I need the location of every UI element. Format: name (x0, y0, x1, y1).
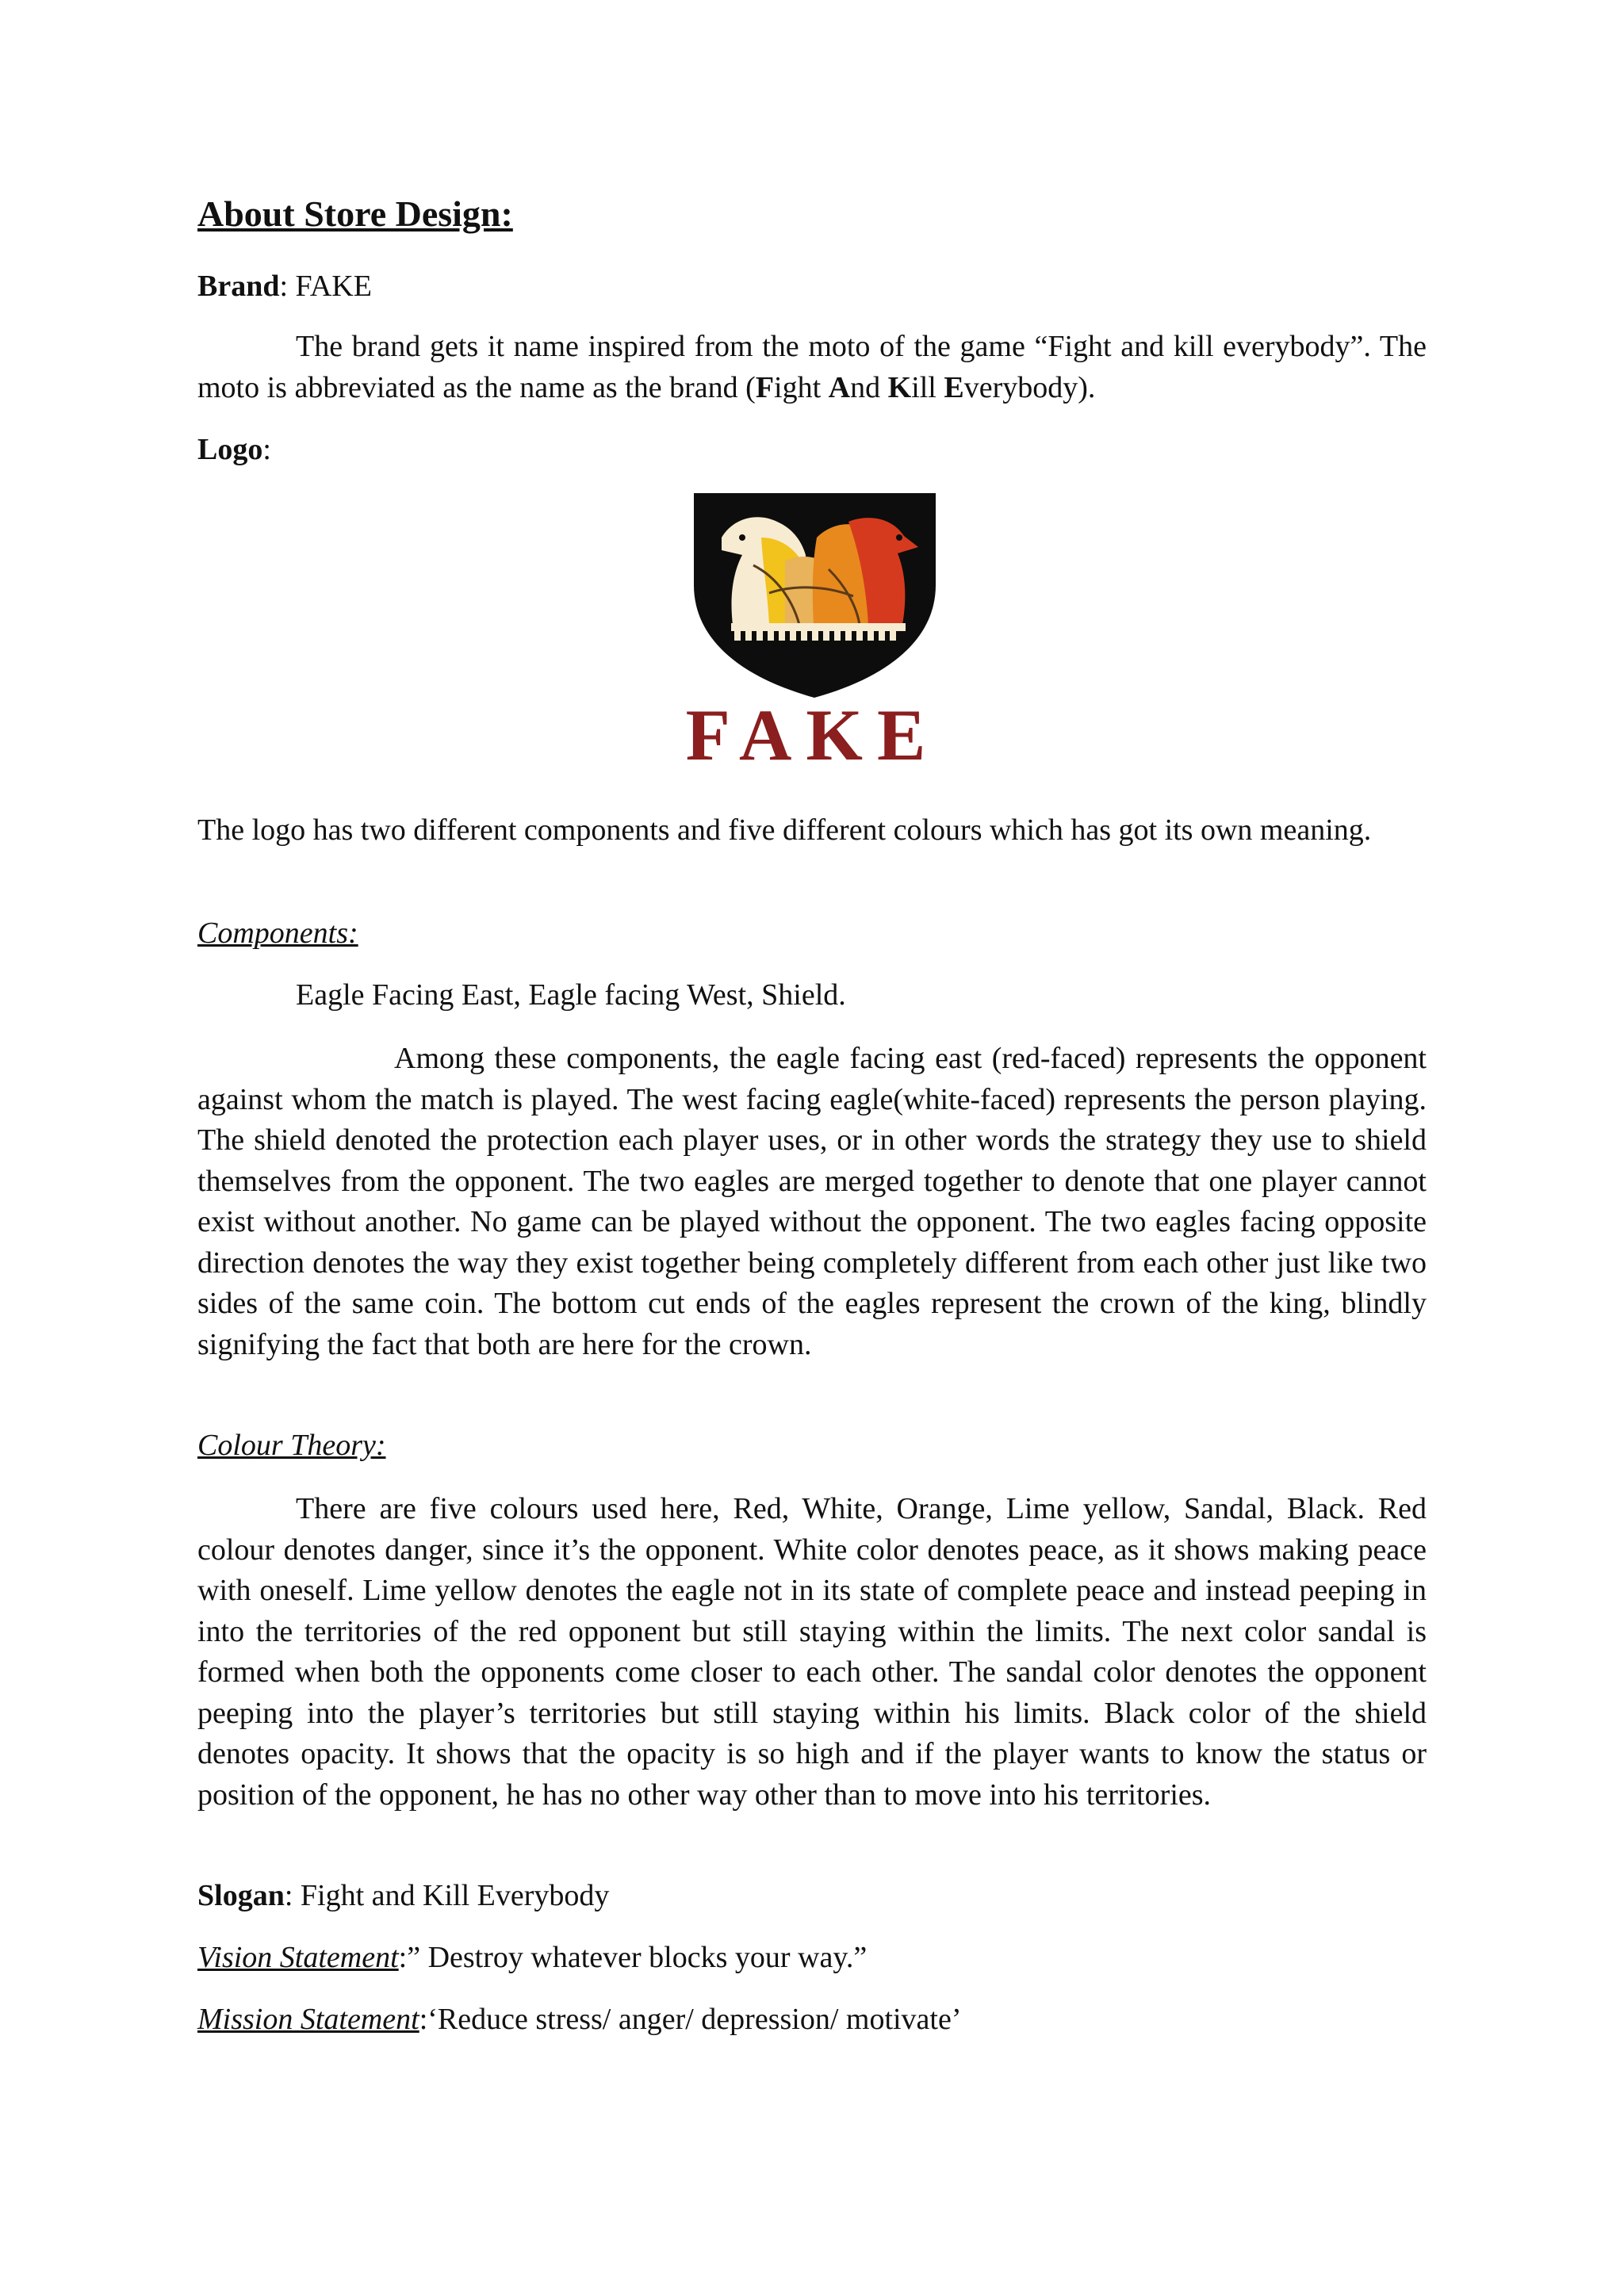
brand-description-text: The brand gets it name inspired from the moto of the game “Fight and kill everybody”. The moto is abbreviated as the name as the brand ( (197, 330, 1427, 404)
acronym-letter-a: A (828, 370, 851, 404)
brand-description (197, 327, 1427, 408)
acronym-letter-k: K (887, 370, 912, 404)
colour-theory-paragraph (197, 1489, 1427, 1816)
slogan-value: Fight and Kill Everybody (300, 1879, 610, 1912)
crown-teeth (734, 631, 896, 641)
acronym-word-everybody: verybody). (963, 370, 1096, 404)
acronym-word-kill: ill (911, 370, 944, 404)
mission-value: :‘Reduce stress/ anger/ depression/ motivate’ (419, 2003, 962, 2036)
fake-logo (666, 490, 959, 767)
page-title: About Store Design: (197, 193, 513, 234)
east-eagle-eye (896, 534, 902, 541)
logo-line: Logo: (197, 433, 271, 466)
brand-line: Brand: FAKE (197, 270, 372, 303)
components-heading-text: Components: (197, 916, 358, 950)
acronym-letter-f: F (755, 370, 775, 404)
mission-label: Mission Statement (197, 2003, 419, 2036)
colour-theory-paragraph-text: There are five colours used here, Red, White, Orange, Lime yellow, Sandal, Black. Red colour denotes danger, since it’s the opponent. White color denotes peace, as it shows making peace with oneself. Lime yellow denotes the eagle not in its state of complete peace and instead peeping in into the territories of the red opponent but still staying within the limits. The next color sandal is formed when both the opponents come closer to each other. The sandal color denotes the opponent peeping into the player’s territories but still staying within his limits. Black color of the shield denotes opacity. It shows that the opacity is so high and if the player wants to know the status or position of the opponent, he has no other way other than to move into his territories. (197, 1492, 1427, 1812)
components-list-text: Eagle Facing East, Eagle facing West, Shield. (296, 978, 846, 1012)
mission-line (197, 1999, 1427, 2041)
colour-theory-heading (197, 1425, 1427, 1467)
vision-line (197, 1938, 1427, 1979)
brand-label: Brand (197, 270, 280, 303)
brand-value: FAKE (295, 270, 372, 303)
acronym-word-and: nd (850, 370, 888, 404)
logo-description (197, 810, 1427, 851)
components-paragraph (197, 1039, 1427, 1365)
logo-wordmark: FAKE (685, 695, 940, 767)
vision-label: Vision Statement (197, 1941, 399, 1974)
components-heading (197, 913, 1427, 955)
vision-value: :” Destroy whatever blocks your way.” (398, 1941, 868, 1974)
components-paragraph-text: Among these components, the eagle facing east (red-faced) represents the opponent against whom the match is played. The west facing eagle(white-faced) represents the person playing. The shield denoted the protection each player uses, or in other words the strategy they use to shield themselves from the opponent. The two eagles are merged together to denote that one player cannot exist without another. No game can be played without the opponent. The two eagles facing opposite direction denotes the way they exist together being completely different from each other just like two sides of the same coin. The bottom cut ends of the eagles represent the crown of the king, blindly signifying the fact that both are here for the crown. (197, 1042, 1427, 1361)
acronym-letter-e: E (944, 370, 964, 404)
colour-theory-heading-text: Colour Theory: (197, 1429, 386, 1462)
acronym-word-fight: ight (774, 370, 829, 404)
slogan-label: Slogan (197, 1879, 285, 1912)
logo-description-text: The logo has two different components and five different colours which has got its own meaning. (197, 813, 1372, 847)
crown-base (731, 623, 906, 631)
components-list (197, 975, 1427, 1016)
logo-label: Logo (197, 433, 263, 466)
slogan-line: Slogan: Fight and Kill Everybody (197, 1879, 610, 1912)
west-eagle-eye (739, 534, 745, 541)
